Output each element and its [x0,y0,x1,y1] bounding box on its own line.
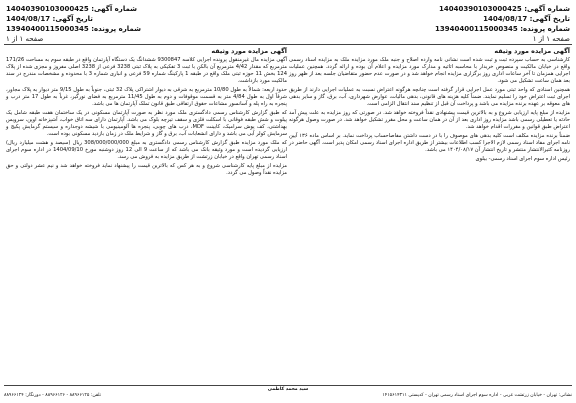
left-column [6,48,287,179]
ad-date: تاریخ آگهی: 1404/08/17 [483,15,570,23]
header-divider [4,44,572,45]
paragraph: ضمناً برنده مزایده مکلف است کلیه بدهی های موصوف را با در دست داشتن مفاصاحساب پرداخت نماید. بر اساس ماده ۱۳۶ آیین نامه اجرای مفاد اسناد رسمی لازم الاجرا کسب اطلاعات بیشتر از طریق اداره اجرای اسناد رسمی امکان پذیر است. آگهی حاضر در روزنامه کثیرالانتشار منتشر و تاریخ انتشار آن ۱۴۰۴/۰۸/۱۷ می باشد. [289,133,570,153]
ad-number: شماره آگهی: 14040390103000425 [6,5,138,13]
footer-address: نشانی: تهران - خیابان زرتشت غربی - اداره سوم اجرای اسناد رسمی تهران - کدپستی ۱۴۱۵۶۱۴۳۱۱ [382,393,572,398]
paragraph: حدود اربعه: شمالاً به طول 10/80 مترمربع به شرقی به دیوار اشتراکی پلاک 32 ثبتی، جنوباً به طول 9/15 متر دیوار به پلاک مجاور، شرقاً اول به طول 4/84 متر به قسمت موقوفات و دوم به طول 11/45 مترمربع به فضای نورگیر، غرباً به طول 17 متر درب و پنجره به راه پله و آسانسور مشاعات حقوق ارتفاقی طبق قانون تملک آپارتمان ها می باشد. [6,87,287,107]
column-title: آگهی مزایده مورد وثیقه [494,47,570,55]
paragraph: کارشناسی به حساب سپرده ثبت و ثبت شده است نشانی نامه وارده اصلاح و جنبه ملک مورد مزایده ملک به مزایده اسناد رسمی واقع در خیابان مالکیت و منصوص خریدار با محاسبه اثاثیه و مدارک مورد مزایده و اعلام آن بوده و ارائه گردد. همچنین عملیات اجرایی همزمان تا آخر ساعات اداری روز برگزاری مزایده انجام خواهد شد و در صورت عدم حضور متقاضیان جلسه بعد از ظهر روز بعد همان ساعت تشکیل می شود. [289,57,570,84]
column-title: آگهی مزایده مورد وثیقه [211,47,287,55]
footer-contact: تلفن: ۸۸۹۶۶۱۲۵ - ۸۸۹۶۶۱۲۶ - دورنگار: ۸۸۹۶۶۱۲۴ [4,393,101,398]
signer-name: سید محمد کاظمی [267,387,309,392]
paragraph: که ملک مورد مزایده طبق گزارش کارشناس رسمی دادگستری به مبلغ 308/000/000/000 ریال (سیصد و هشت میلیارد ریال) ارزیابی گردیده است و مورد وثیقه بانک می باشد که از ساعت 9 الی 12 روز دوشنبه مورخ 1404/09/10 در اداره سوم اجرای اسناد رسمی تهران واقع در خیابان زرتشت از طریق مزایده به فروش می رسد. [6,140,287,160]
page-number: صفحه ۱ از ۱ [532,35,570,43]
paragraph: آگهی مزایده مال غیرمنقول پرونده اجرایی کلاسه 9300847 ششدانگ یک دستگاه آپارتمان واقع در طبقه سوم به مساحت 171/26 مترمربع که مقدار 4/42 مترمربع آن بالکن با ثبت 3 تفکیکی به پلاک ثبتی 3238 فرعی از 3238 اصلی مفروز و مجزی شده از پلاک 124 بخش 11 حوزه ثبتی ملک واقع در طبقه 1 پارکینگ شماره 59 فرعی و انباری شماره 3 با محدوده و مشخصات مندرج در سند مالکیت مورد بازداشت. [6,57,287,84]
paragraph: همچنین اسنادی که واحد ثبتی مورد عمل اجرایی قرار گرفته است چنانچه هرگونه اعتراض نسبت به عملیات اجرایی دارند از طریق اجرای ثبت اعتراض خود را تسلیم نمایند. ضمناً کلیه هزینه های قانونی، بدهی مالیات، عوارض شهرداری، آب، برق، گاز و سایر بدهی های معوقه بر عهده برنده مزایده می باشد و پرداخت آن قبل از تنظیم سند انتقال الزامی است. [289,87,570,107]
right-column [289,48,570,165]
header-right [420,4,570,44]
paragraph: مزایده از مبلغ پایه ارزیابی شروع و به بالاترین قیمت پیشنهادی نقداً فروخته خواهد شد. در صورتی که روز مزایده به علت پیش آمد حادثه یا تعطیلی رسمی باشد مزایده روز اداری بعد از آن در همان ساعت و محل مقرر تشکیل خواهد شد. در صورت وصول هرگونه اعتراض طبق قوانین و مقررات اقدام خواهد شد. [289,110,570,130]
office-signature: رئیس اداره سوم اجرای اسناد رسمی- بیلوی [475,156,570,162]
ad-date: تاریخ آگهی: 1404/08/17 [6,15,93,23]
page-footer [4,385,572,399]
paragraph: مزایده از مبلغ پایه کارشناسی شروع و به هر کس که بالاترین قیمت را پیشنهاد نماید فروخته خواهد شد و نیم عشر دولتی و حق مزایده نقداً وصول می گردد. [6,163,287,176]
case-number: شماره پرونده: 13940400115000345 [6,25,141,33]
case-number: شماره پرونده: 13940400115000345 [435,25,570,33]
header-left [6,4,156,44]
page-number: صفحه ۱ از ۱ [6,35,44,43]
ad-number: شماره آگهی: 14040390103000425 [438,5,570,13]
paragraph: که طبق گزارش کارشناس رسمی دادگستری ملک مورد نظر به صورت آپارتمان مسکونی در یک ساختمان هفت طبقه شامل یک پیلوت و شش طبقه فوقانی با اسکلت فلزی و سقف تیرچه بلوک می باشد. آپارتمان دارای سه اتاق خواب، آشپزخانه اوپن، سرویس بهداشتی، کف پوش سرامیک، کابینت MDF، درب های چوبی، پنجره ها آلومینیومی با شیشه دوجداره و سیستم گرمایش پکیج و سرمایش کولر آبی می باشد و دارای انشعابات آب، برق و گاز و شرایط ملک در زمان بازدید مسکونی بوده است. [6,110,287,137]
